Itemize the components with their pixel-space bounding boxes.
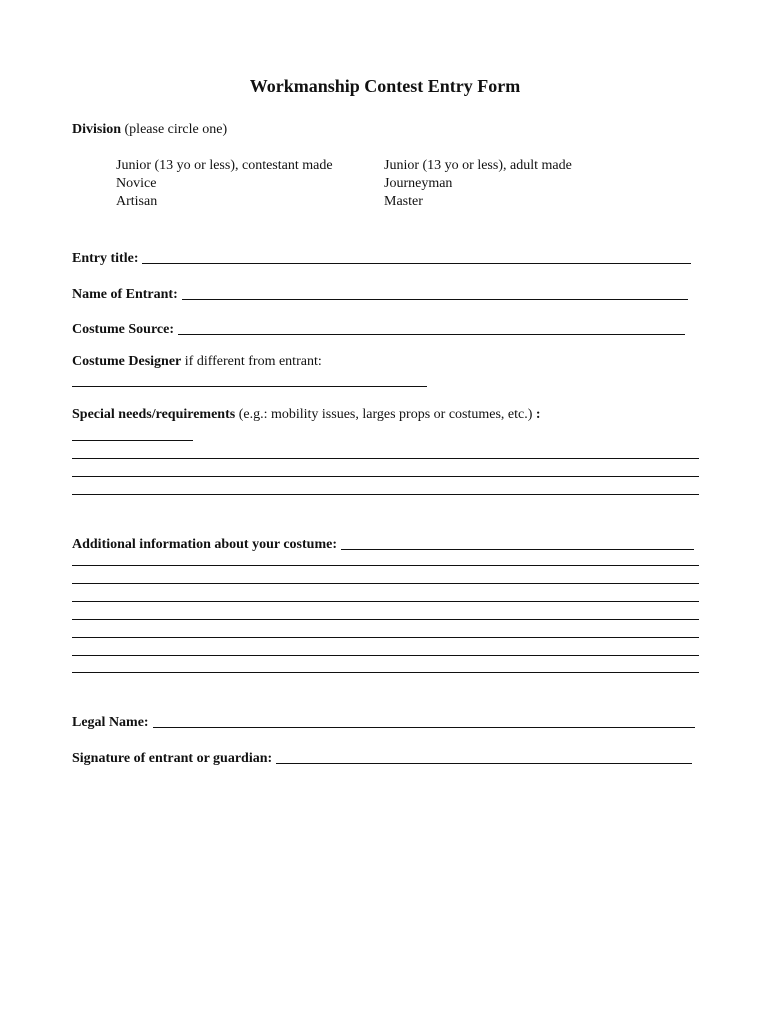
additional-info-field-line-3[interactable] (72, 583, 699, 584)
division-option-junior-contestant[interactable]: Junior (13 yo or less), contestant made (116, 158, 333, 173)
costume-source-field[interactable] (178, 320, 685, 335)
additional-info-field-line-4[interactable] (72, 601, 699, 602)
special-needs-field-line-2[interactable] (72, 458, 699, 459)
division-option-novice[interactable]: Novice (116, 176, 157, 191)
division-label: Division (72, 122, 122, 137)
signature-label: Signature of entrant or guardian: (72, 751, 273, 766)
entry-title-row (72, 247, 691, 267)
special-needs-note: (e.g.: mobility issues, larges props or costumes, etc.) (238, 407, 533, 422)
entrant-name-row (72, 283, 688, 303)
costume-designer-label: Costume Designer (72, 354, 182, 369)
additional-info-field-line-6[interactable] (72, 637, 699, 638)
additional-info-field-line-8[interactable] (72, 672, 699, 673)
entrant-name-field[interactable] (182, 285, 688, 300)
entry-title-label: Entry title: (72, 251, 139, 266)
costume-designer-field[interactable] (72, 386, 427, 387)
special-needs-colon: : (535, 407, 541, 422)
special-needs-field-line-1[interactable] (72, 440, 193, 441)
entry-title-field[interactable] (142, 249, 691, 264)
special-needs-field-line-3[interactable] (72, 476, 699, 477)
additional-info-row (72, 533, 694, 553)
special-needs-label: Special needs/requirements (72, 407, 236, 422)
legal-name-field[interactable] (153, 713, 695, 728)
form-title: Workmanship Contest Entry Form (249, 76, 521, 96)
costume-designer-note: if different from entrant: (184, 354, 322, 369)
additional-info-label: Additional information about your costume: (72, 537, 337, 552)
additional-info-field-line-5[interactable] (72, 619, 699, 620)
signature-field[interactable] (276, 749, 692, 764)
legal-name-label: Legal Name: (72, 715, 149, 730)
division-option-artisan[interactable]: Artisan (116, 194, 158, 209)
special-needs-field-line-4[interactable] (72, 494, 699, 495)
entrant-name-label: Name of Entrant: (72, 287, 178, 302)
division-hint: (please circle one) (124, 122, 228, 137)
costume-source-row (72, 318, 685, 338)
division-option-master[interactable]: Master (384, 194, 423, 209)
additional-info-field-line-7[interactable] (72, 655, 699, 656)
costume-designer-heading (72, 354, 322, 370)
signature-row (72, 747, 692, 767)
division-heading (72, 122, 227, 138)
additional-info-field-line-1[interactable] (341, 535, 694, 550)
division-option-junior-adult[interactable]: Junior (13 yo or less), adult made (384, 158, 572, 173)
additional-info-field-line-2[interactable] (72, 565, 699, 566)
legal-name-row (72, 711, 695, 731)
special-needs-heading (72, 407, 541, 423)
costume-source-label: Costume Source: (72, 322, 175, 337)
division-option-journeyman[interactable]: Journeyman (384, 176, 453, 191)
